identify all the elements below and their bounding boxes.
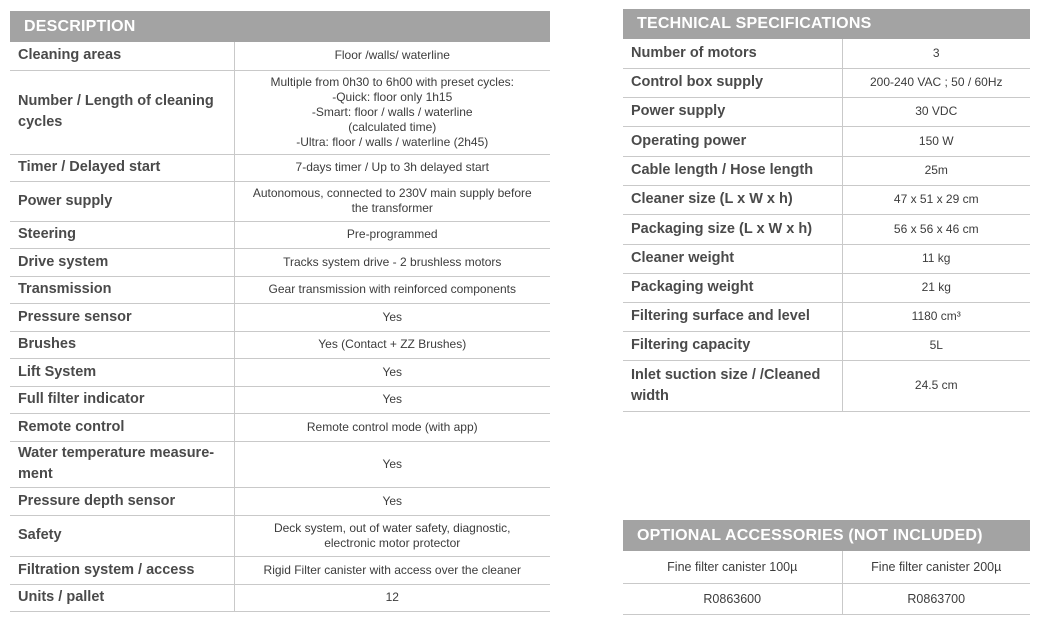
description-label: Safety <box>10 515 234 556</box>
technical-row <box>623 331 1030 360</box>
description-value-cell <box>234 515 550 556</box>
accessory-name: Fine filter canister 200µ <box>842 551 1030 583</box>
description-row <box>10 386 550 413</box>
description-value: Autonomous, connected to 230V main supply before the transformer <box>252 186 532 215</box>
technical-value: 30 VDC <box>915 104 958 118</box>
description-value: Tracks system drive - 2 brushless motors <box>283 254 502 269</box>
technical-row <box>623 273 1030 302</box>
technical-label: Filtering capacity <box>623 331 842 360</box>
description-value-cell <box>234 441 550 487</box>
description-row <box>10 276 550 303</box>
description-value-cell <box>234 331 550 358</box>
description-value-cell <box>234 248 550 276</box>
technical-value-cell <box>842 185 1030 214</box>
description-value-cell <box>234 584 550 611</box>
description-label: Pressure depth sensor <box>10 487 234 515</box>
technical-value-cell <box>842 244 1030 273</box>
technical-label: Cable length / Hose length <box>623 156 842 185</box>
accessory-code: R0863700 <box>842 583 1030 614</box>
description-row <box>10 515 550 556</box>
description-label: Filtration system / access <box>10 556 234 584</box>
technical-value-cell <box>842 302 1030 331</box>
technical-row <box>623 214 1030 244</box>
accessories-table <box>623 551 1030 615</box>
technical-value: 24.5 cm <box>914 378 958 392</box>
description-row <box>10 70 550 154</box>
technical-value: 5L <box>929 338 943 352</box>
description-row <box>10 303 550 331</box>
technical-row <box>623 39 1030 68</box>
description-value: Yes <box>382 309 403 324</box>
description-panel <box>10 11 550 612</box>
technical-row <box>623 244 1030 273</box>
description-row <box>10 181 550 221</box>
technical-value: 150 W <box>918 133 954 148</box>
description-label: Cleaning areas <box>10 42 234 70</box>
description-row <box>10 331 550 358</box>
description-label: Pressure sensor <box>10 303 234 331</box>
description-label: Timer / Delayed start <box>10 154 234 181</box>
description-label: Brushes <box>10 331 234 358</box>
description-value: Yes <box>382 456 403 471</box>
description-row <box>10 358 550 386</box>
technical-value-cell <box>842 273 1030 302</box>
description-label: Units / pallet <box>10 584 234 611</box>
description-value-cell <box>234 42 550 70</box>
technical-value-cell <box>842 97 1030 126</box>
description-row <box>10 413 550 441</box>
description-table <box>10 42 550 612</box>
description-value: Remote control mode (with app) <box>306 419 478 434</box>
technical-value: 56 x 56 x 46 cm <box>893 221 979 236</box>
description-label: Transmission <box>10 276 234 303</box>
technical-value-cell <box>842 360 1030 411</box>
technical-row <box>623 360 1030 411</box>
description-row <box>10 42 550 70</box>
technical-value: 200-240 VAC ; 50 / 60Hz <box>869 75 1003 89</box>
description-row <box>10 487 550 515</box>
technical-label: Number of motors <box>623 39 842 68</box>
description-value: Yes <box>382 392 403 406</box>
description-value-cell <box>234 181 550 221</box>
description-value-cell <box>234 358 550 386</box>
description-value-cell <box>234 487 550 515</box>
technical-value: 47 x 51 x 29 cm <box>893 192 979 206</box>
technical-row <box>623 97 1030 126</box>
technical-value: 11 kg <box>922 251 951 265</box>
technical-value-cell <box>842 68 1030 97</box>
accessory-code: R0863600 <box>623 583 842 614</box>
description-label: Water temperature measure-ment <box>10 441 234 487</box>
accessory-name: Fine filter canister 100µ <box>623 551 842 583</box>
description-value-cell <box>234 276 550 303</box>
description-value-cell <box>234 70 550 154</box>
technical-label: Inlet suction size / /Cleaned width <box>623 360 842 411</box>
description-row <box>10 154 550 181</box>
description-label: Number / Length of cleaning cycles <box>10 70 234 154</box>
technical-label: Power supply <box>623 97 842 126</box>
description-label: Remote control <box>10 413 234 441</box>
technical-row <box>623 126 1030 156</box>
technical-value: 21 kg <box>921 280 951 294</box>
technical-row <box>623 156 1030 185</box>
technical-label: Cleaner weight <box>623 244 842 273</box>
accessories-panel <box>623 520 1030 615</box>
technical-label: Filtering surface and level <box>623 302 842 331</box>
technical-row <box>623 185 1030 214</box>
technical-row <box>623 68 1030 97</box>
description-row <box>10 221 550 248</box>
technical-label: Control box supply <box>623 68 842 97</box>
description-value-cell <box>234 154 550 181</box>
technical-label: Packaging weight <box>623 273 842 302</box>
description-value: Yes <box>382 493 403 508</box>
description-label: Steering <box>10 221 234 248</box>
technical-value-cell <box>842 331 1030 360</box>
description-value: Deck system, out of water safety, diagnostic, electronic motor protector <box>273 520 511 550</box>
description-row <box>10 248 550 276</box>
technical-row <box>623 302 1030 331</box>
technical-value: 3 <box>932 45 940 60</box>
description-row <box>10 556 550 584</box>
technical-value-cell <box>842 214 1030 244</box>
description-value-cell <box>234 556 550 584</box>
technical-value-cell <box>842 39 1030 68</box>
description-value-cell <box>234 221 550 248</box>
description-value: Yes <box>382 364 403 379</box>
description-header: DESCRIPTION <box>10 11 550 42</box>
accessory-code-row <box>623 583 1030 614</box>
description-row <box>10 441 550 487</box>
description-label: Full filter indicator <box>10 386 234 413</box>
description-label: Power supply <box>10 181 234 221</box>
description-value: Gear transmission with reinforced components <box>268 282 516 296</box>
accessory-name-row <box>623 551 1030 583</box>
technical-label: Operating power <box>623 126 842 156</box>
description-value: Floor /walls/ waterline <box>334 48 450 63</box>
description-value: Rigid Filter canister with access over the cleaner <box>263 562 521 577</box>
description-label: Lift System <box>10 358 234 386</box>
description-value: Yes (Contact + ZZ Brushes) <box>318 337 467 351</box>
technical-table <box>623 39 1030 412</box>
description-value-cell <box>234 303 550 331</box>
description-value: 7-days timer / Up to 3h delayed start <box>295 160 489 174</box>
technical-value-cell <box>842 126 1030 156</box>
description-value: 12 <box>385 590 399 604</box>
description-row <box>10 584 550 611</box>
technical-panel <box>623 9 1030 412</box>
technical-value: 25m <box>924 163 948 177</box>
technical-value-cell <box>842 156 1030 185</box>
description-value: Multiple from 0h30 to 6h00 with preset cycles: -Quick: floor only 1h15 -Smart: floor / walls / waterline (calculated time) -Ultra: floor / walls / waterline (2h45) <box>270 74 514 149</box>
description-value-cell <box>234 413 550 441</box>
description-value-cell <box>234 386 550 413</box>
technical-value: 1180 cm³ <box>911 309 961 323</box>
technical-header: TECHNICAL SPECIFICATIONS <box>623 9 1030 39</box>
technical-label: Cleaner size (L x W x h) <box>623 185 842 214</box>
description-label: Drive system <box>10 248 234 276</box>
accessories-header: OPTIONAL ACCESSORIES (NOT INCLUDED) <box>623 520 1030 551</box>
description-value: Pre-programmed <box>346 227 438 241</box>
technical-label: Packaging size (L x W x h) <box>623 214 842 244</box>
